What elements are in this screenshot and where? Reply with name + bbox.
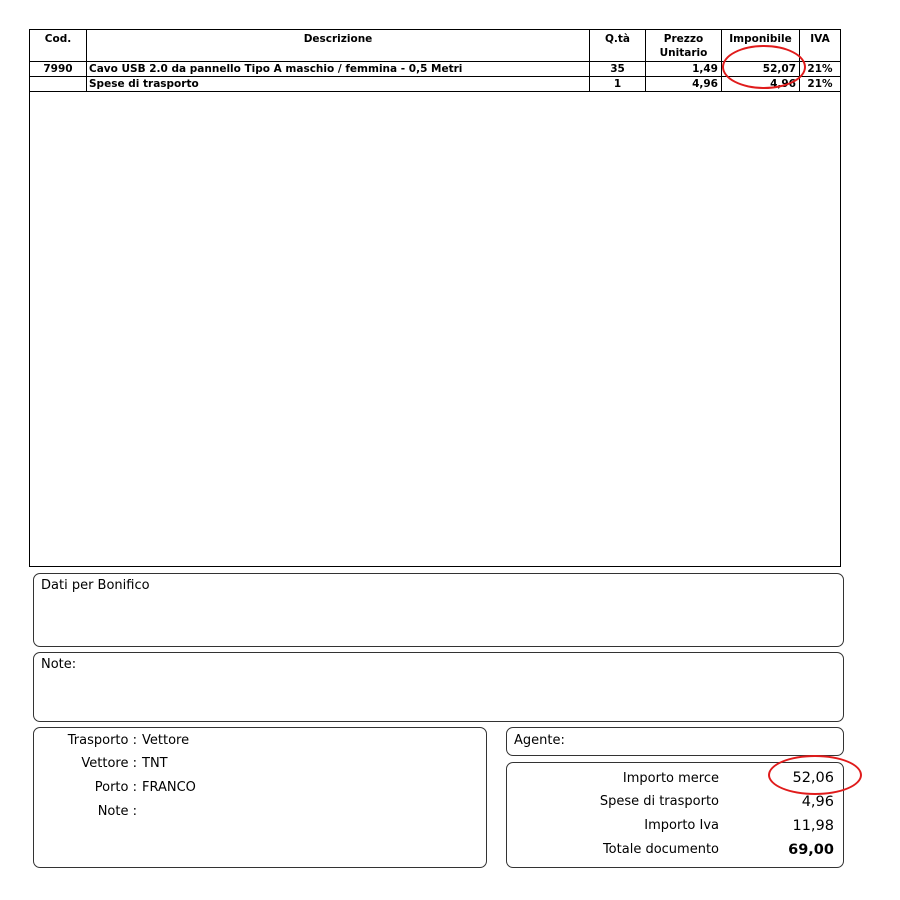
- header-description: Descrizione: [303, 33, 373, 45]
- table-row-taxable: 4,96: [770, 78, 796, 90]
- table-row-description: Spese di trasporto: [89, 78, 199, 90]
- notes-label: Note:: [41, 657, 77, 672]
- header-code: Cod.: [44, 33, 72, 45]
- table-row-vat: 21%: [807, 78, 833, 90]
- document-total-value: 69,00: [788, 842, 834, 858]
- shipping-box: [33, 727, 487, 868]
- goods-amount-value: 52,06: [792, 770, 834, 786]
- header-unit-price: [646, 32, 721, 60]
- vat-amount-value: 11,98: [792, 818, 834, 834]
- table-row-qty: 1: [613, 78, 622, 90]
- goods-amount-label: Importo merce: [622, 771, 719, 786]
- items-table: [29, 29, 841, 567]
- transport-label: Trasporto :: [67, 733, 137, 748]
- shipping-cost-label: Spese di trasporto: [599, 794, 719, 809]
- annotation-circle-taxable: [722, 45, 806, 89]
- annotation-circle-goods-amount: [768, 755, 862, 795]
- shipping-note-label: Note :: [97, 804, 137, 819]
- header-vat: IVA: [810, 33, 830, 45]
- row-divider: [30, 91, 840, 92]
- header-taxable: Imponibile: [729, 33, 792, 45]
- table-row-unit-price: 1,49: [692, 63, 718, 75]
- table-row-vat: 21%: [807, 63, 833, 75]
- agent-label: Agente:: [514, 733, 565, 748]
- table-row-code: 7990: [43, 63, 73, 75]
- table-row-taxable: 52,07: [762, 63, 796, 75]
- carrier-label: Vettore :: [81, 756, 137, 771]
- transport-value: Vettore: [142, 733, 190, 748]
- header-unit-price-line2: Unitario: [659, 47, 708, 59]
- table-row-qty: 35: [610, 63, 625, 75]
- notes-box: [33, 652, 844, 722]
- header-qty: Q.tà: [604, 33, 631, 45]
- carrier-value: TNT: [142, 756, 168, 771]
- bank-details-box: [33, 573, 844, 647]
- agent-box: [506, 727, 844, 756]
- document-total-label: Totale documento: [602, 842, 719, 857]
- port-label: Porto :: [94, 780, 137, 795]
- bank-details-label: Dati per Bonifico: [41, 578, 150, 593]
- shipping-cost-value: 4,96: [801, 794, 834, 810]
- table-row-unit-price: 4,96: [692, 78, 718, 90]
- port-value: FRANCO: [142, 780, 196, 795]
- vat-amount-label: Importo Iva: [644, 818, 719, 833]
- header-unit-price-line1: Prezzo: [663, 33, 704, 45]
- table-row-description: Cavo USB 2.0 da pannello Tipo A maschio / femmina - 0,5 Metri: [89, 63, 463, 75]
